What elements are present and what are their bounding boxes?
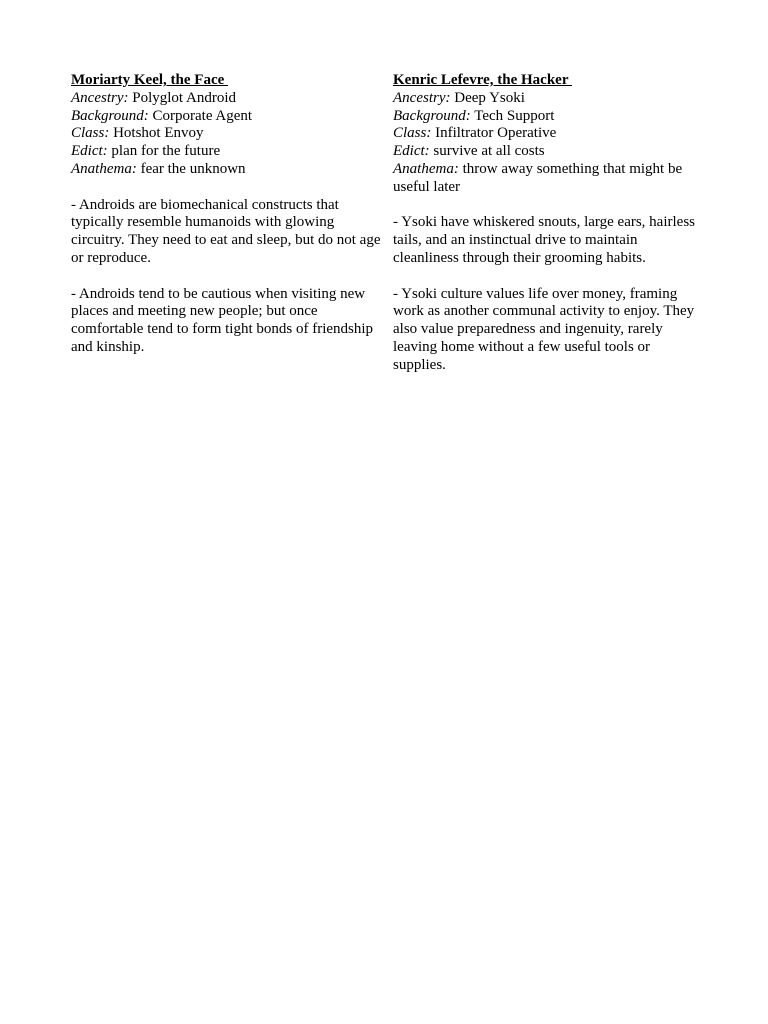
stat-edict [71,143,381,161]
stat-class [393,125,703,143]
character-column-right [393,72,703,375]
character-name: Moriarty Keel, the Face [71,72,229,88]
stat-value: survive at all costs [429,143,545,160]
stat-edict [393,143,703,161]
description-paragraph: - Androids tend to be cautious when visiting new places and meeting new people; but once comfortable tend to form tight bonds of friendship and kinship. [71,285,374,355]
stat-class [71,125,381,143]
stat-label: Ancestry: [71,89,129,106]
stat-value: Hotshot Envoy [109,125,204,142]
stat-value: Polyglot Android [128,89,236,106]
stat-ancestry [71,90,381,108]
stat-label: Anathema: [71,160,137,177]
stat-value: plan for the future [107,143,221,160]
description-paragraph: - Ysoki have whiskered snouts, large ears, hairless tails, and an instinctual drive to maintain cleanliness through their grooming habits. [393,214,696,266]
stat-anathema [71,161,381,179]
stat-value: Tech Support [470,107,555,124]
stat-value: throw away something that might be useful later [393,160,683,195]
description-paragraph: - Androids are biomechanical constructs that typically resemble humanoids with glowing circuitry. They need to eat and sleep, but do not age or reproduce. [71,196,381,266]
stat-anathema [393,161,703,197]
stat-label: Edict: [393,143,430,160]
stat-label: Background: [71,107,149,124]
stat-background [393,108,703,126]
stat-value: fear the unknown [136,160,246,177]
stat-value: Corporate Agent [148,107,253,124]
stat-label: Background: [393,107,471,124]
stat-background [71,108,381,126]
stat-value: Infiltrator Operative [431,125,557,142]
stat-value: Deep Ysoki [450,89,525,106]
stat-label: Edict: [71,143,108,160]
character-column-left [71,72,381,357]
character-name: Kenric Lefevre, the Hacker [393,72,572,88]
stat-ancestry [393,90,703,108]
stat-label: Class: [393,125,432,142]
stat-label: Class: [71,125,110,142]
stat-label: Anathema: [393,160,459,177]
stat-label: Ancestry: [393,89,451,106]
description-paragraph: - Ysoki culture values life over money, framing work as another communal activity to enjoy. They also value preparedness and ingenuity, rarely leaving home without a few useful tools or supplies. [393,285,695,373]
